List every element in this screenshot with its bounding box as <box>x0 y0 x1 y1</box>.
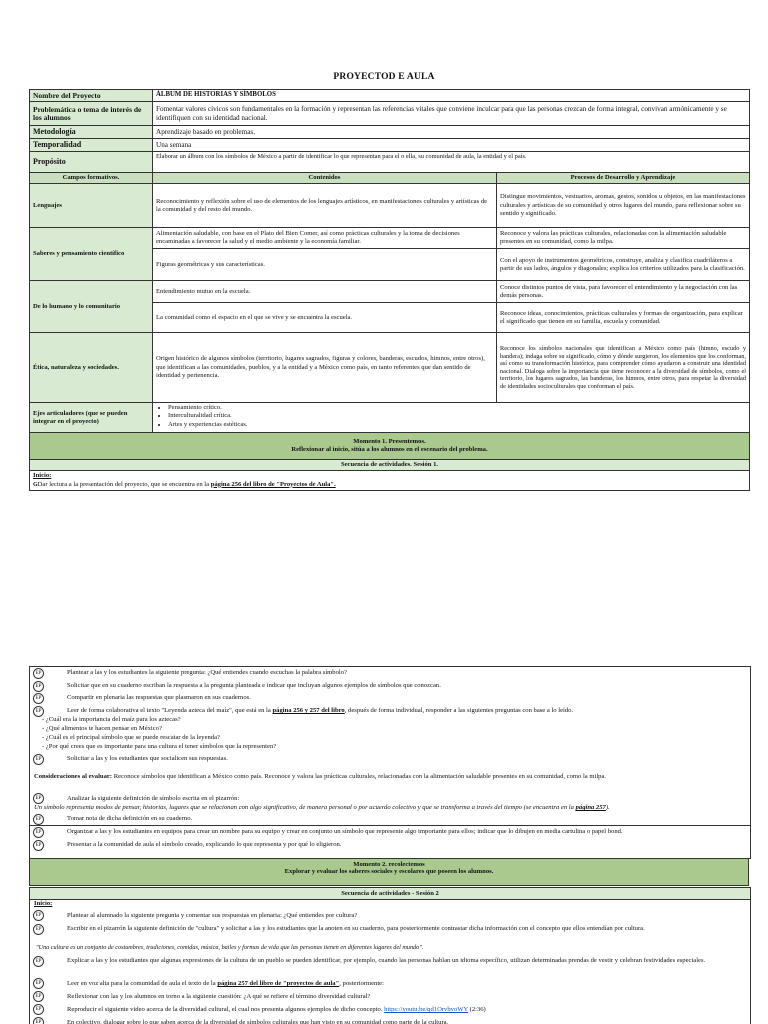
nombre-value: ÁLBUM DE HISTORIAS Y SÍMBOLOS <box>153 90 750 102</box>
first-activity-link: página 256 del libro de "Proyectos de Aula". <box>210 480 336 488</box>
contenido-saberes-1: Alimentación saludable, con base en el Plato del Bien Comer, así como prácticas culturales y la toma de decisiones encaminadas a favorecer la salud y el medio ambiente y la economía familiar. <box>153 228 497 249</box>
inicio-sesion-1 <box>30 471 750 491</box>
activity-text-part: , después de forma individual, responder a las siguientes preguntas con base a lo leído. <box>344 707 574 714</box>
campo-humano: De lo humano y lo comunitario <box>30 281 153 333</box>
first-activity-text: Dar lectura a la presentación del proyecto, que se encuentra en la <box>37 480 210 488</box>
page-2-continued <box>0 660 768 1024</box>
proceso-saberes-2: Con el apoyo de instrumentos geométricos, construye, analiza y clasifica cuadriláteros a partir de sus lados, ángulos y diagonales; explica los criterios utilizados para la clasificación. <box>497 249 750 281</box>
activity-text: Reflexionar con las y los alumnos en torno a la siguiente cuestión: ¿A qué se refiere el término diversidad cultural? <box>67 993 371 1000</box>
question-item: - ¿Cuál es el principal símbolo que se puede rescatar de la leyenda? <box>42 734 220 741</box>
proposito-value: Elaborar un álbum con los símbolos de México a partir de identificar lo que representan para el o ella, su comunidad de aula, la entidad y el país. <box>153 152 750 173</box>
activity-text: Solicitar a las y los estudiantes que socialicen sus respuestas. <box>67 755 228 762</box>
ep-icon: EP <box>33 978 44 989</box>
ep-icon: EP <box>33 754 44 765</box>
activity-text: Organizar a las y los estudiantes en equipos para crear un nombre para su equipo y crear en conjunto un símbolo que represente algo importante para ellos; indicar que lo dibujen en media cartulina o papel bond. <box>67 828 623 835</box>
culture-definition: "Una cultura es un conjunto de costumbres, tradiciones, comidas, música, bailes y formas de vida que las personas tienen en diferentes lugares del mundo". <box>36 944 424 951</box>
ejes-list <box>153 403 750 433</box>
campo-lenguajes: Lenguajes <box>30 184 153 228</box>
book-page-link: página 256 y 257 del libro <box>272 707 345 714</box>
video-duration: (2:36) <box>469 1006 486 1013</box>
activity-text-part: , posteriormente: <box>339 980 384 987</box>
momento-1-subtitle: Reflexionar al inicio, sitúa a los alumnos en el escenario del problema. <box>291 446 488 454</box>
proceso-saberes-1: Reconoce y valora las prácticas culturales, relacionadas con la alimentación saludable presentes en su comunidad, como la milpa. <box>497 228 750 249</box>
curriculum-table <box>29 172 750 491</box>
secuencia-sesion-1: Secuencia de actividades. Sesión 1. <box>30 460 750 471</box>
contenido-lenguajes: Reconocimiento y reflexión sobre el uso de elementos de los lenguajes artísticos, en manifestaciones culturales y artísticas de la comunidad y del resto del mundo. <box>153 184 497 228</box>
activity-text: Plantear a las y los estudiantes la siguiente pregunta: ¿Qué entiendes cuando escuchas la palabra símbolo? <box>67 669 347 676</box>
problematica-label: Problemática o tema de interés de los alumnos <box>30 102 153 126</box>
book-page-link: página 257 <box>575 804 606 811</box>
ep-icon: EP <box>33 814 44 825</box>
inicio-label: Inicio: <box>33 472 52 480</box>
momento-2-title: Momento 2. recolectemos <box>353 861 425 868</box>
eje-item: • Artes y experiencias estéticas. <box>168 421 746 429</box>
momento-1-title: Momento 1. Presentemos. <box>353 438 426 445</box>
evaluation-label: Consideraciones al evaluar: <box>34 773 113 780</box>
definition-text: Un símbolo representa modos de pensar, historias, lugares que se relacionan con algo significativo, de manera personal o por acuerdo colectivo y que se transforma a través del tiempo (se encuentra en la <box>34 804 574 811</box>
ep-icon: EP <box>33 910 44 921</box>
ep-icon: EP <box>33 924 44 935</box>
activity-text: Plantear al alumnado la siguiente pregunta y comentar sus respuestas en plenaria: ¿Qué entiendes por cultura? <box>67 912 358 919</box>
problematica-value: Fomentar valores cívicos son fundamentales en la formación y representan las referencias vitales que conviene inculcar para que las personas crezcan de forma integral, convivan armónicamente y se identifiquen con su identidad nacional. <box>153 102 750 126</box>
ep-icon: EP <box>33 793 44 804</box>
ep-icon: EP <box>33 681 44 692</box>
activity-text <box>67 980 747 988</box>
proceso-etica: Reconoce los símbolos nacionales que identifican a México como país (himno, escudo y bandera); indaga sobre su significado, cómo y dónde surgieron, los elementos que los conforman, así como su transformación histórica, para comprender cómo ayudaron a construir una identidad nacional. Dialoga sobre la importancia que tiene reconocer a la diversidad de símbolos, como el territorio, los lugares sagrados, las banderas, los himnos, entre otros, para respetar la diversidad de identidades socioculturales que conforman el país. <box>497 333 750 403</box>
book-page-link: página 257 del libro de "proyectos de aula" <box>217 980 340 987</box>
project-info-table <box>29 89 750 173</box>
activity-text: Escribir en el pizarrón la siguiente definición de "cultura" y solicitar a las y los estudiantes que la anoten en su cuaderno, para posteriormente contrastar dicha información con el concepto que ellos entendían por cultura. <box>67 925 645 932</box>
ep-icon: EP <box>33 1017 44 1024</box>
question-item: - ¿Por qué crees que es importante para una cultura el tener símbolos que la representen? <box>42 743 277 750</box>
activity-text-part: Leer en voz alta para la comunidad de aula el texto de la <box>67 980 216 987</box>
page-gap <box>0 630 768 660</box>
ep-icon: EP <box>33 840 44 851</box>
proceso-humano-2: Reconoce ideas, conocimientos, prácticas culturales y formas de organización, para explicar el significado que tienen en su familia, escuela y comunidad. <box>497 303 750 333</box>
ep-icon: EP <box>33 991 44 1002</box>
activity-text: Analizar la siguiente definición de símbolo escrita en el pizarrón: <box>67 795 240 802</box>
ep-icon: EP <box>33 706 44 717</box>
metodologia-value: Aprendizaje basado en problemas. <box>153 126 750 139</box>
definition-end: ). <box>605 804 610 811</box>
momento-2-header <box>29 858 749 886</box>
ep-icon: G <box>33 481 38 488</box>
header-procesos: Procesos de Desarrollo y Aprendizaje <box>497 173 750 184</box>
activity-text-part: Leer de forma colaborativa el texto "Leyenda azteca del maíz", que está en la <box>67 707 271 714</box>
activity-text: Compartir en plenaria las respuestas que plasmaron en sus cuadernos. <box>67 694 251 701</box>
ep-icon: EP <box>33 693 44 704</box>
ep-icon: EP <box>33 827 44 838</box>
contenido-humano-1: Entendimiento mutuo en la escuela. <box>153 281 497 303</box>
contenido-saberes-2: Figuras geométricas y sus características. <box>153 249 497 281</box>
activity-text: Presentar a la comunidad de aula el símbolo creado, explicando lo que representa y por qué lo eligieron. <box>67 841 342 848</box>
temporalidad-label: Temporalidad <box>30 139 153 152</box>
activity-text <box>67 1006 747 1014</box>
header-campos: Campos formativos. <box>30 173 153 184</box>
header-contenidos: Contenidos <box>153 173 497 184</box>
activity-text: Solicitar que en su cuaderno escriban la respuesta a la pregunta planteada e indicar que incluyan algunos ejemplos de símbolos que conozcan. <box>67 682 441 689</box>
ep-icon: EP <box>33 668 44 679</box>
activity-text-part: Reproducir el siguiente video acerca de la diversidad cultural, el cual nos presenta algunos ejemplos de dicho concepto. <box>67 1006 383 1013</box>
campo-saberes: Saberes y pensamiento científico <box>30 228 153 281</box>
momento-2-subtitle: Explorar y evaluar los saberes sociales y escolares que poseen los alumnos. <box>284 868 494 875</box>
momento-1-header <box>30 433 750 460</box>
evaluation-text: Reconoce símbolos que identifican a México como país. Reconoce y valora las prácticas culturales, relacionadas con la alimentación saludable presentes en su comunidad, como la milpa. <box>113 773 607 780</box>
temporalidad-value: Una semana <box>153 139 750 152</box>
document-title: PROYECTOD E AULA <box>333 72 435 82</box>
ep-icon: EP <box>33 1004 44 1015</box>
ep-icon: EP <box>33 956 44 967</box>
inicio-label-2: Inicio: <box>34 900 53 907</box>
video-link[interactable]: https://youtu.be/qd1OrvbvoWY <box>384 1006 468 1013</box>
activity-text: Explicar a las y los estudiantes que algunas expresiones de la cultura de un pueblo se pueden identificar, por ejemplo, cuando las personas hablan un idioma específico, utilizan determinadas prendas de vestir y celebran festividades especiales. <box>67 957 706 964</box>
question-item: - ¿Cuál era la importancia del maíz para los aztecas? <box>42 716 181 723</box>
proceso-lenguajes: Distingue movimientos, vestuarios, aromas, gestos, sonidos u objetos, en las manifestaciones culturales y artísticas de su comunidad y otros lugares del mundo, para reflexionar sobre su sentido y significado. <box>497 184 750 228</box>
nombre-label: Nombre del Proyecto <box>30 90 153 102</box>
first-activity <box>33 481 746 490</box>
eje-item: • Pensamiento crítico. <box>168 404 746 412</box>
activity-text: En colectivo, dialogar sobre lo que saben acerca de la diversidad de símbolos culturales que han visto en su comunidad como parte de la cultura. <box>67 1019 449 1024</box>
contenido-etica: Origen histórico de algunos símbolos (territorio, lugares sagrados, figuras y colores, banderas, escudos, himnos, entre otros), que identifican a las comunidades, pueblos, y a la entidad y a México como país, en tanto referentes que dan sentido de identidad y pertenencia. <box>153 333 497 403</box>
metodologia-label: Metodología <box>30 126 153 139</box>
eje-item: • Interculturalidad crítica. <box>168 412 746 420</box>
activity-text: Tomar nota de dicha definición en su cuaderno. <box>67 815 193 822</box>
campo-etica: Ética, naturaleza y sociedades. <box>30 333 153 403</box>
question-item: - ¿Qué alimentos te hacen pensar en México? <box>42 725 162 732</box>
proposito-label: Propósito <box>30 152 153 173</box>
secuencia-sesion-2: Secuencia de actividades - Sesión 2 <box>29 887 751 900</box>
contenido-humano-2: La comunidad como el espacio en el que se vive y se encuentra la escuela. <box>153 303 497 333</box>
proceso-humano-1: Conoce distintos puntos de vista, para favorecer el entendimiento y la negociación con las demás personas. <box>497 281 750 303</box>
ejes-label: Ejes articuladores (que se pueden integrar en el proyecto) <box>30 403 153 433</box>
